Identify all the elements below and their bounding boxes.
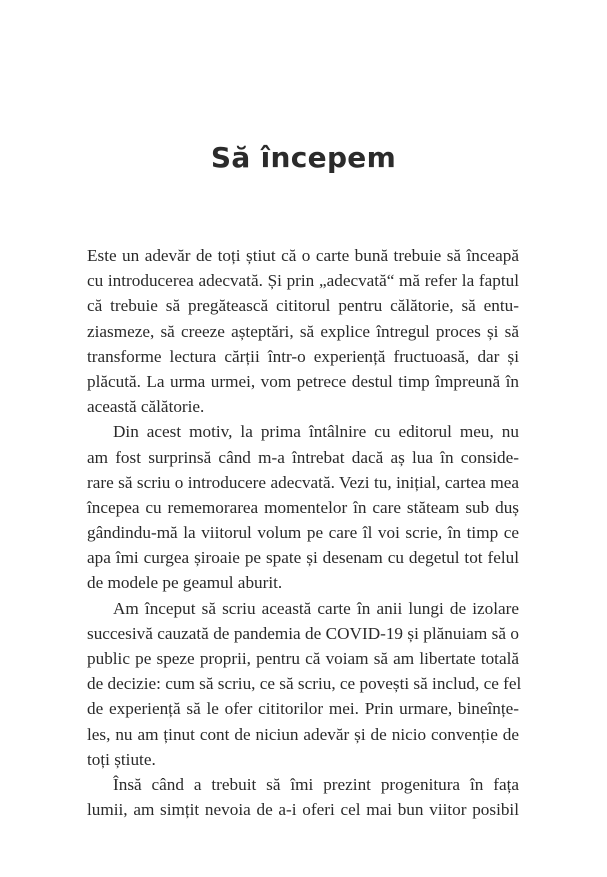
text-line: Însă când a trebuit să îmi prezint progenitura în fața: [113, 774, 519, 794]
text-line: transforme lectura cărții într-o experiență fructuoasă, dar și: [87, 346, 519, 366]
text-line: Am început să scriu această carte în anii lungi de izolare: [113, 598, 519, 618]
chapter-title: Să începem: [210, 140, 397, 174]
text-line: public pe speze proprii, pentru că voiam să am libertate totală: [87, 649, 519, 668]
text-line: toți știute.: [87, 749, 156, 769]
text-line: că trebuie să pregătească cititorul pentru călătorie, să entu-: [87, 296, 519, 316]
chapter-body: [87, 243, 522, 822]
text-line: Este un adevăr de toți știut că o carte bună trebuie să înceapă: [87, 246, 519, 265]
text-line: începea cu rememorarea momentelor în care stăteam sub duș: [87, 497, 519, 517]
text-line: de modele pe geamul aburit.: [87, 573, 283, 593]
text-line: les, nu am ținut cont de niciun adevăr și de nicio convenție de: [87, 724, 519, 744]
text-line: cu introducerea adecvată. Și prin „adecvată“ mă refer la faptul: [87, 271, 519, 291]
text-line: lumii, am simțit nevoia de a-i oferi cel mai bun viitor posibil: [87, 800, 519, 820]
text-line: gândindu-mă la viitorul volum pe care îl voi scrie, în timp ce: [87, 523, 519, 543]
text-line: rare să scriu o introducere adecvată. Vezi tu, inițial, cartea mea: [87, 472, 519, 492]
text-line: Din acest motiv, la prima întâlnire cu editorul meu, nu: [113, 422, 519, 442]
text-line: plăcută. La urma urmei, vom petrece destul timp împreună în: [87, 371, 519, 391]
text-line: succesivă cauzată de pandemia de COVID-19 și plănuiam să o: [87, 623, 519, 643]
text-line: ziasmeze, să creeze așteptări, să explice întregul proces și să: [87, 321, 519, 341]
paragraph: [87, 419, 519, 595]
paragraph: [87, 243, 519, 419]
text-line: am fost surprinsă când m-a întrebat dacă aș lua în conside-: [87, 447, 519, 467]
text-line: de experiență să le ofer cititorilor mei. Prin urmare, bineînțe-: [87, 699, 519, 719]
text-line: această călătorie.: [87, 397, 205, 417]
paragraph: [87, 772, 519, 822]
paragraph: [87, 596, 522, 772]
text-line: de decizie: cum să scriu, ce să scriu, ce povești să includ, ce fel: [87, 674, 522, 694]
text-line: apa îmi curgea șiroaie pe spate și desenam cu degetul tot felul: [87, 548, 519, 568]
